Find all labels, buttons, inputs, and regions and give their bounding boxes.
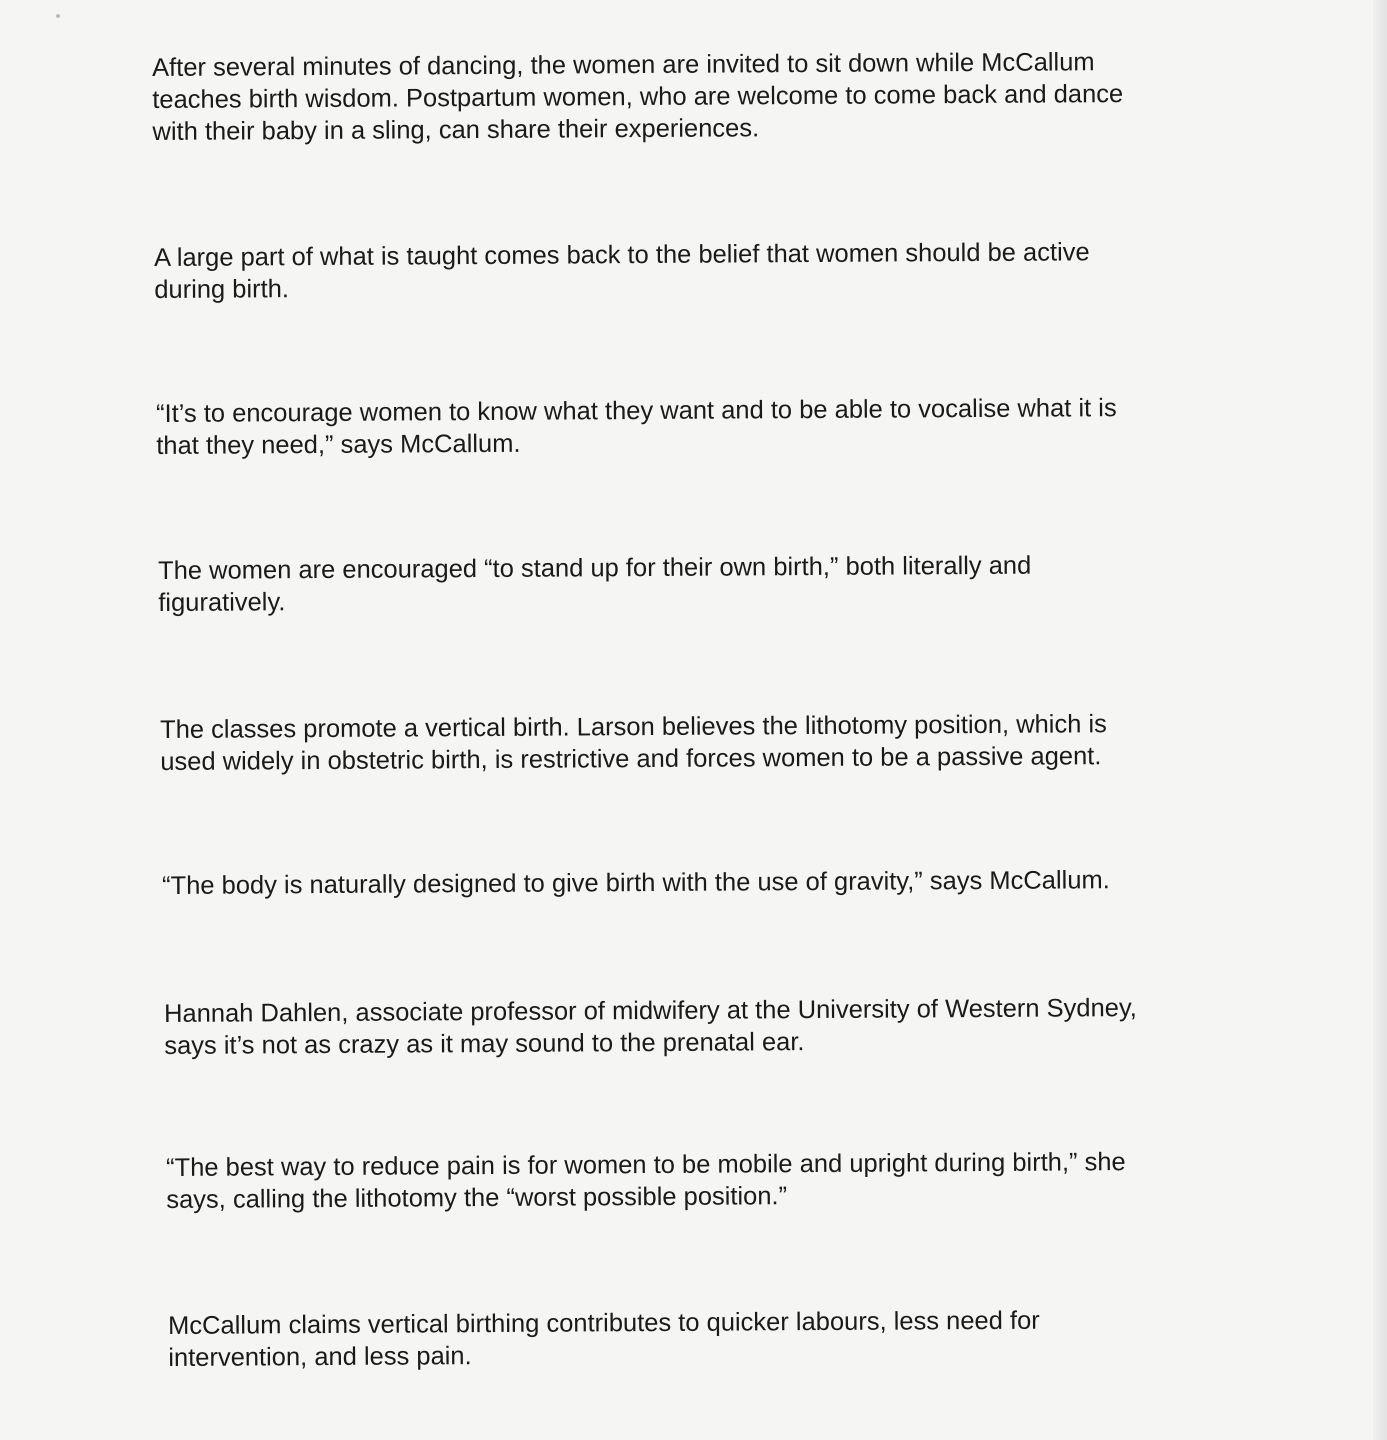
paragraph-line: After several minutes of dancing, the women are invited to sit down while McCallum <box>152 48 1095 82</box>
paragraph-line: says, calling the lithotomy the “worst possible position.” <box>166 1182 788 1214</box>
paragraph <box>152 46 1123 148</box>
paragraph-line: with their baby in a sling, can share their experiences. <box>152 114 760 146</box>
paragraph-line: intervention, and less pain. <box>168 1342 472 1372</box>
paragraph-line: “It’s to encourage women to know what they want and to be able to vocalise what it is <box>156 394 1117 428</box>
paragraph-line: McCallum claims vertical birthing contributes to quicker labours, less need for <box>168 1306 1040 1340</box>
paragraph <box>158 550 1032 619</box>
paragraph <box>166 1146 1126 1216</box>
paragraph-line: teaches birth wisdom. Postpartum women, who are welcome to come back and dance <box>152 80 1124 114</box>
paragraph <box>164 992 1137 1062</box>
paragraph-line: “The body is naturally designed to give birth with the use of gravity,” says McCallum. <box>162 866 1110 900</box>
paragraph <box>156 392 1117 462</box>
paragraph-line: A large part of what is taught comes back to the belief that women should be active <box>154 238 1090 272</box>
paragraph-line: used widely in obstetric birth, is restrictive and forces women to be a passive agent. <box>160 742 1102 776</box>
paragraph-line: that they need,” says McCallum. <box>156 429 521 460</box>
paragraph-line: The classes promote a vertical birth. Larson believes the lithotomy position, which is <box>160 710 1107 744</box>
scan-edge <box>1373 0 1387 1440</box>
paragraph-line: says it’s not as crazy as it may sound to the prenatal ear. <box>164 1028 805 1060</box>
paragraph <box>162 864 1110 902</box>
paragraph-line: The women are encouraged “to stand up for their own birth,” both literally and <box>158 551 1032 585</box>
paragraph-line: during birth. <box>154 275 290 304</box>
scan-speck <box>56 14 60 18</box>
paragraph <box>154 236 1090 306</box>
paragraph-line: Hannah Dahlen, associate professor of midwifery at the University of Western Sydney, <box>164 994 1137 1028</box>
paragraph <box>168 1305 1040 1374</box>
paragraph-line: figuratively. <box>158 588 286 617</box>
paragraph <box>160 708 1107 778</box>
paragraph-line: “The best way to reduce pain is for women to be mobile and upright during birth,” she <box>166 1148 1126 1182</box>
